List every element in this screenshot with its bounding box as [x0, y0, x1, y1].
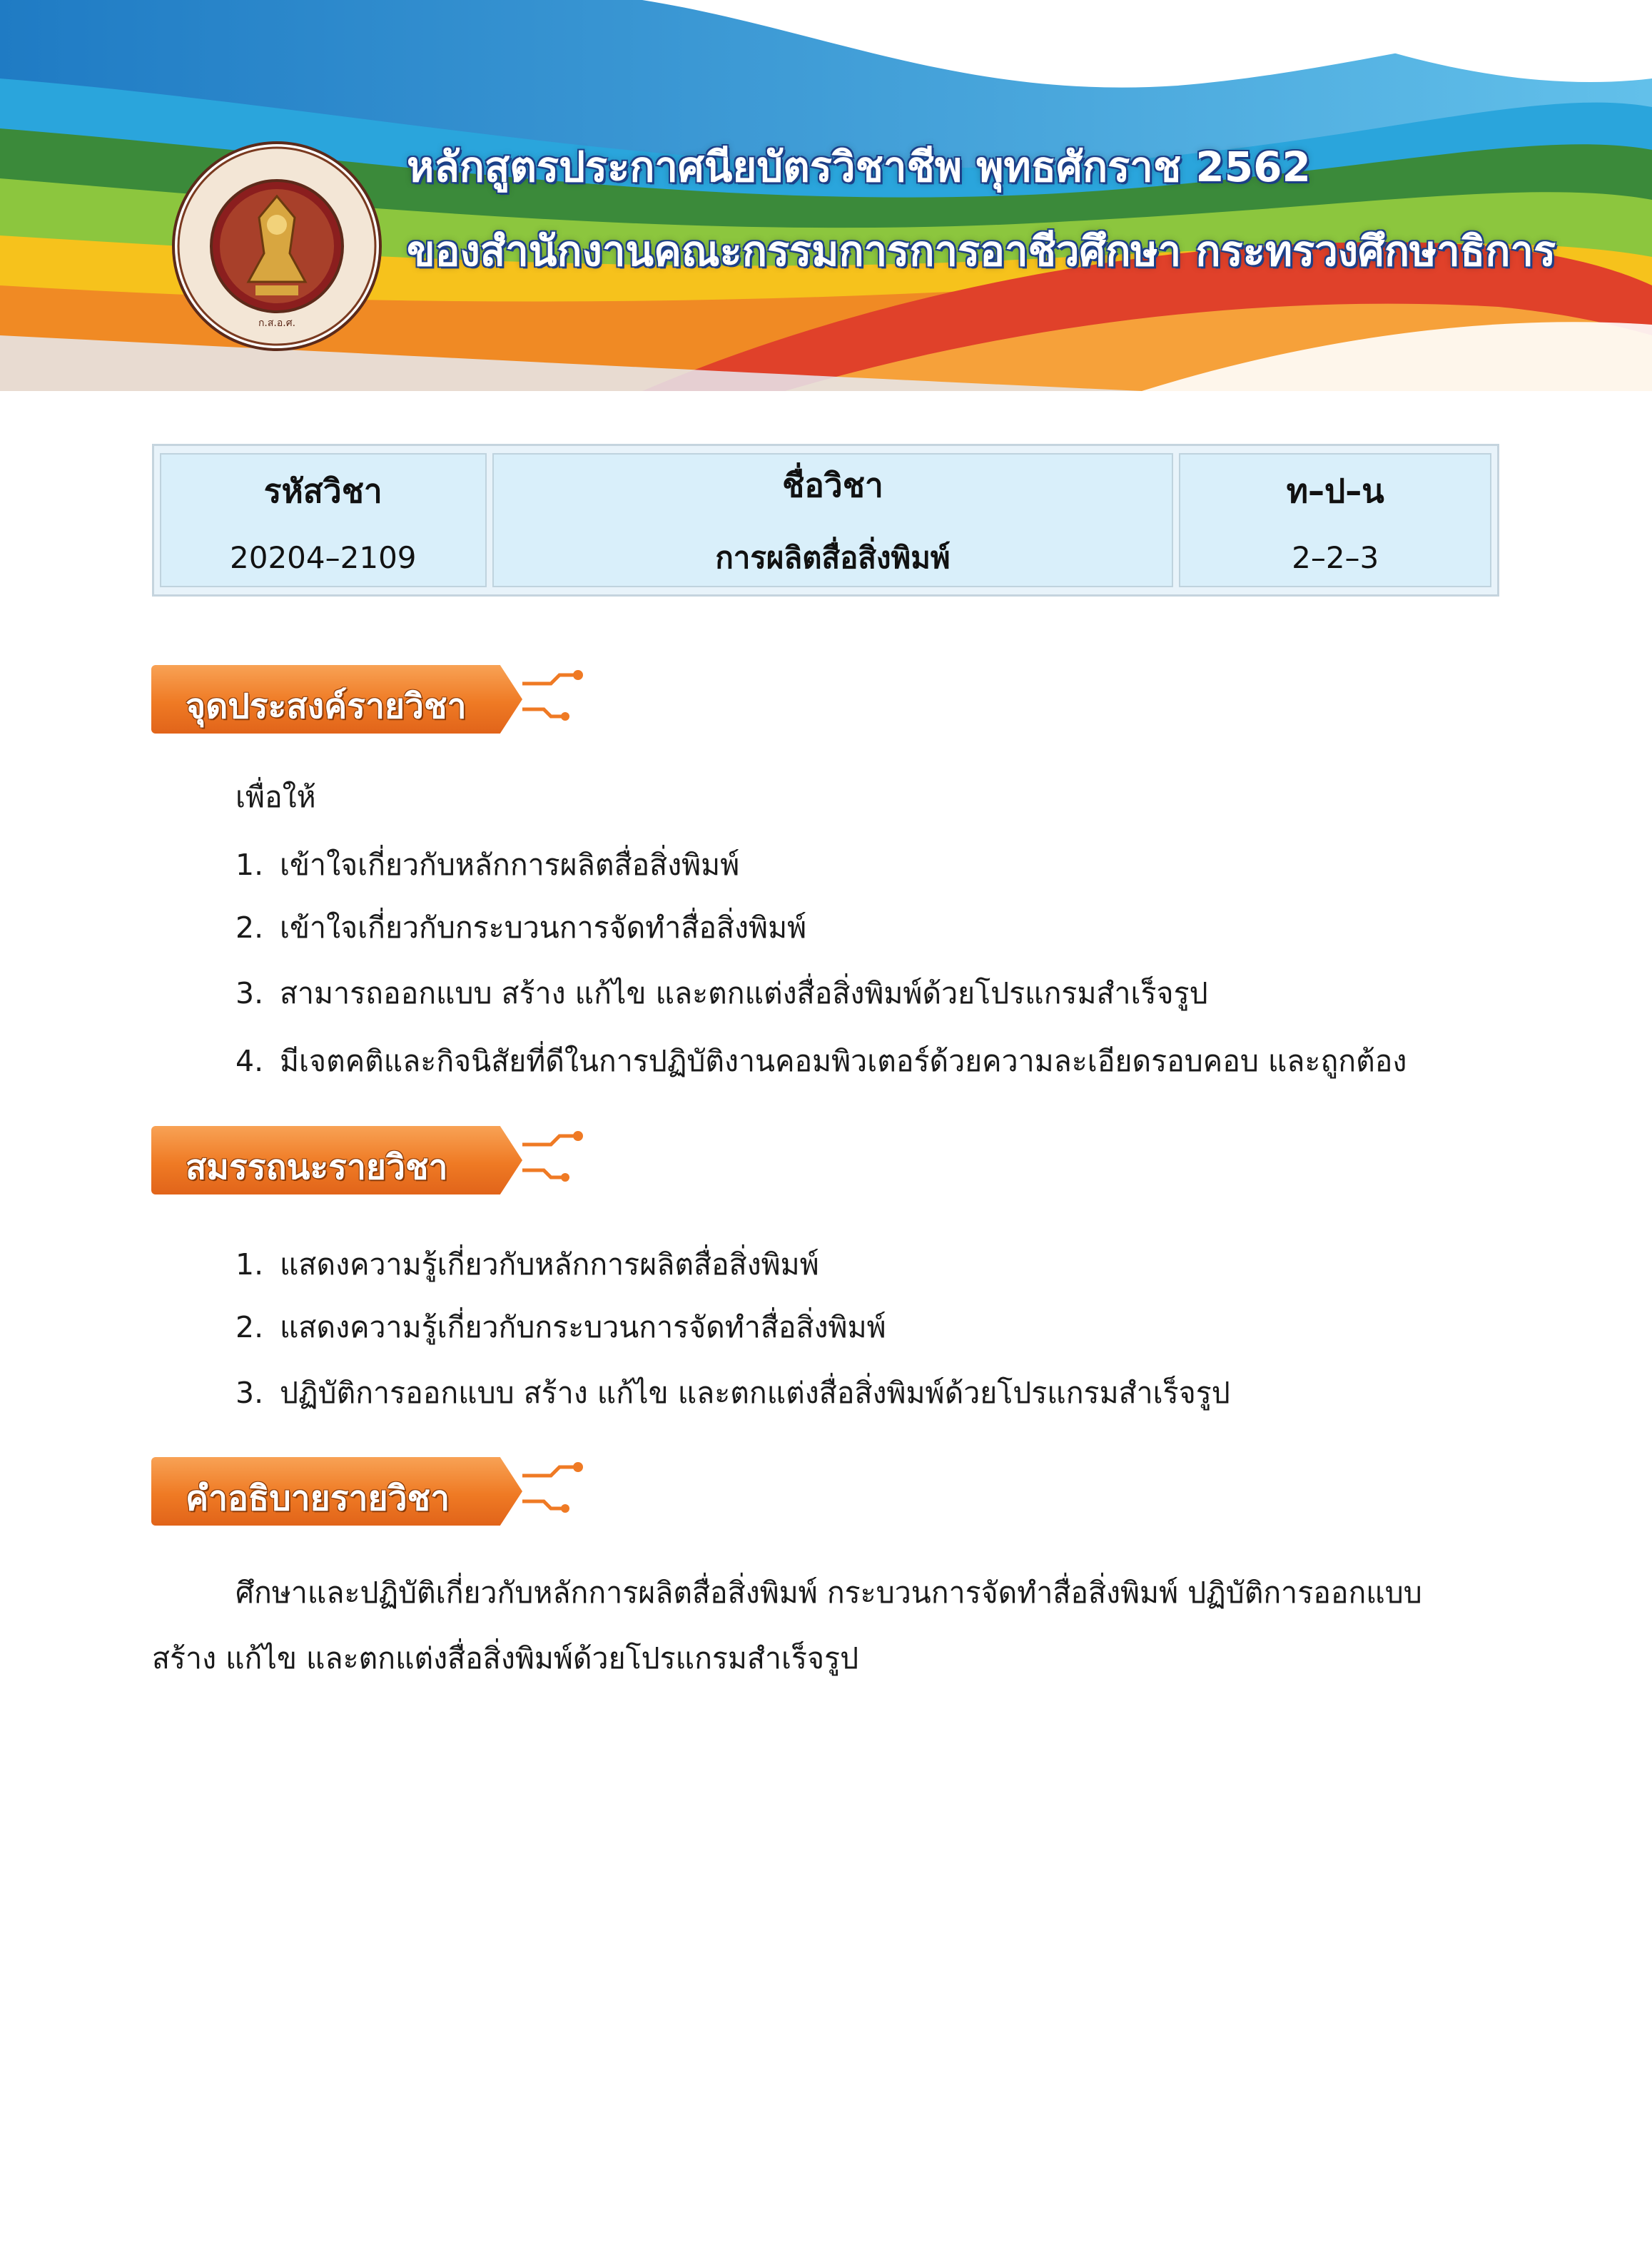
- description-line-2: สร้าง แก้ไข และตกแต่งสื่อสิ่งพิมพ์ด้วยโปรแกรมสำเร็จรูป: [152, 1641, 859, 1675]
- objectives-heading-badge: [151, 665, 579, 736]
- item-number: 2.: [235, 911, 264, 945]
- competencies-heading: สมรรถนะรายวิชา: [186, 1147, 448, 1187]
- item-number: 1.: [235, 1247, 264, 1282]
- header-banner: [0, 0, 1652, 391]
- objective-item: [235, 905, 806, 951]
- header-title-line-1: หลักสูตรประกาศนียบัตรวิชาชีพ พุทธศักราช 2562: [407, 143, 1311, 191]
- objectives-intro: เพื่อให้: [235, 780, 316, 814]
- item-number: 3.: [235, 1376, 264, 1410]
- objective-item: [235, 1038, 1407, 1085]
- svg-text:ก.ส.อ.ศ.: ก.ส.อ.ศ.: [258, 318, 296, 329]
- course-name-value: การผลิตสื่อสิ่งพิมพ์: [715, 539, 951, 575]
- competency-item: [235, 1242, 819, 1288]
- competencies-heading-badge: [151, 1126, 579, 1197]
- circuit-connector-icon: [522, 1126, 587, 1197]
- course-name-header: ชื่อวิชา: [782, 465, 883, 504]
- course-name-cell: [492, 453, 1174, 587]
- item-number: 4.: [235, 1044, 264, 1078]
- item-text: แสดงความรู้เกี่ยวกับกระบวนการจัดทำสื่อสิ่งพิมพ์: [280, 1310, 886, 1344]
- course-credit-cell: [1179, 453, 1491, 587]
- objective-item: [235, 842, 739, 888]
- objectives-heading: จุดประสงค์รายวิชา: [186, 686, 467, 726]
- course-credit-value: 2–2–3: [1292, 540, 1379, 575]
- description-line-1: ศึกษาและปฏิบัติเกี่ยวกับหลักการผลิตสื่อสิ่งพิมพ์ กระบวนการจัดทำสื่อสิ่งพิมพ์ ปฏิบัติการออกแบบ: [235, 1576, 1422, 1610]
- item-text: เข้าใจเกี่ยวกับกระบวนการจัดทำสื่อสิ่งพิมพ์: [280, 911, 807, 945]
- vocational-education-commission-seal: [170, 139, 384, 353]
- course-credit-header: ท–ป–น: [1286, 472, 1384, 510]
- item-number: 2.: [235, 1310, 264, 1344]
- item-text: แสดงความรู้เกี่ยวกับหลักการผลิตสื่อสิ่งพิมพ์: [280, 1247, 819, 1282]
- item-number: 1.: [235, 848, 264, 882]
- item-text: มีเจตคติและกิจนิสัยที่ดีในการปฏิบัติงานคอมพิวเตอร์ด้วยความละเอียดรอบคอบ และถูกต้อง: [280, 1044, 1407, 1078]
- course-code-value: 20204–2109: [230, 540, 417, 575]
- competency-item: [235, 1304, 886, 1351]
- item-text: ปฏิบัติการออกแบบ สร้าง แก้ไข และตกแต่งสื่อสิ่งพิมพ์ด้วยโปรแกรมสำเร็จรูป: [280, 1376, 1230, 1410]
- description-heading-badge: [151, 1457, 579, 1528]
- item-number: 3.: [235, 976, 264, 1010]
- course-code-header: รหัสวิชา: [263, 472, 382, 510]
- item-text: สามารถออกแบบ สร้าง แก้ไข และตกแต่งสื่อสิ่งพิมพ์ด้วยโปรแกรมสำเร็จรูป: [280, 976, 1208, 1010]
- course-info-table: [152, 444, 1499, 597]
- circuit-connector-icon: [522, 1457, 587, 1528]
- header-title-line-2: ของสำนักงานคณะกรรมการการอาชีวศึกษา กระทรวงศึกษาธิการ: [407, 227, 1556, 275]
- circuit-connector-icon: [522, 665, 587, 736]
- item-text: เข้าใจเกี่ยวกับหลักการผลิตสื่อสิ่งพิมพ์: [280, 848, 740, 882]
- description-heading: คำอธิบายรายวิชา: [186, 1478, 450, 1518]
- objective-item: [235, 970, 1208, 1017]
- competency-item: [235, 1370, 1230, 1416]
- course-code-cell: [160, 453, 487, 587]
